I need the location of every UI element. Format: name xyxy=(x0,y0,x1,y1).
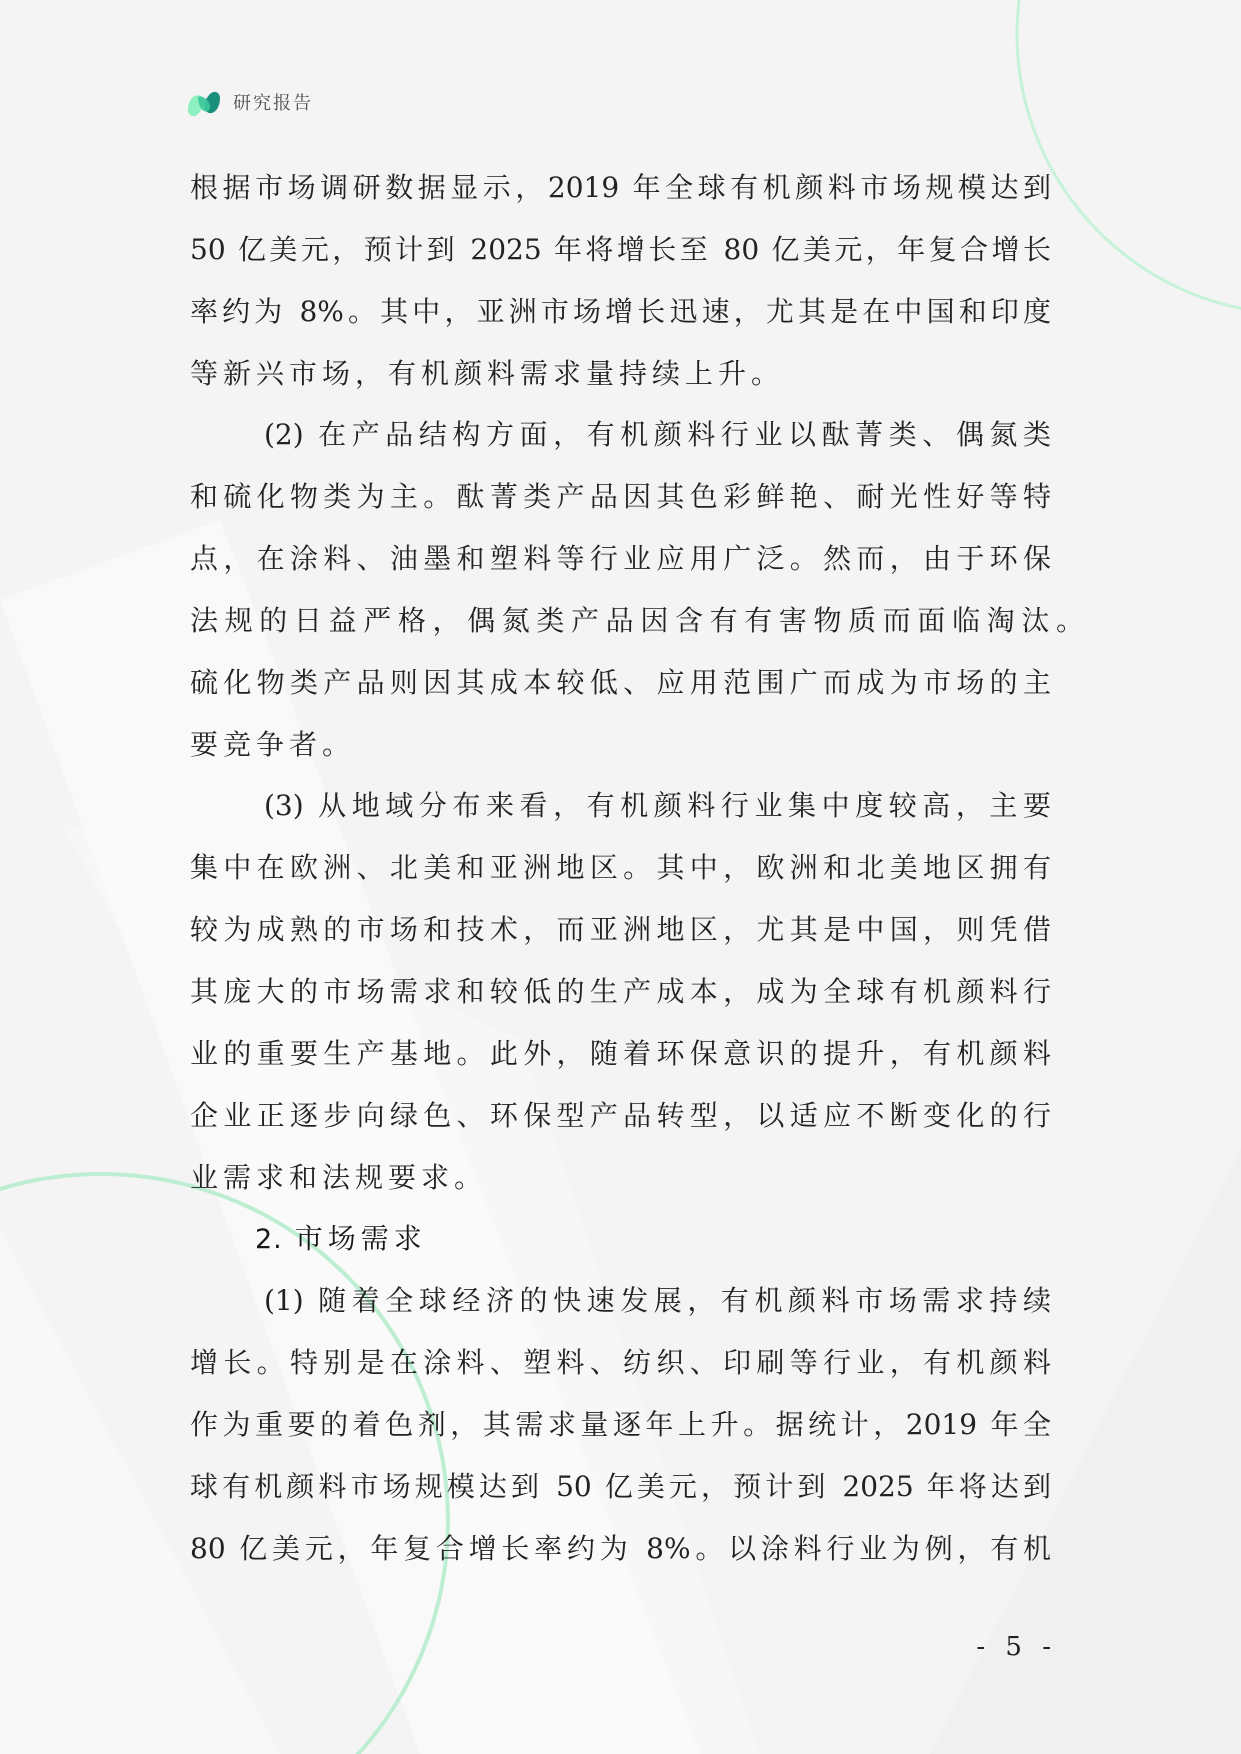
body-text xyxy=(190,157,1084,1579)
brand-logo-icon xyxy=(186,89,222,119)
section-heading xyxy=(190,1208,1051,1270)
text-line: 硫化物类产品则因其成本较低、应用范围广而成为市场的主 xyxy=(190,665,1051,699)
text-line: 法规的日益严格，偶氮类产品因含有有害物质而面临淘汰。 xyxy=(190,603,1084,637)
paragraph xyxy=(190,157,1051,404)
section-number: 2. xyxy=(255,1224,283,1256)
text-line: 要竞争者。 xyxy=(190,727,356,761)
text-line: (2) 在产品结构方面，有机颜料行业以酞菁类、偶氮类 xyxy=(264,418,1051,452)
text-line: 作为重要的着色剂，其需求量逐年上升。据统计，2019 年全 xyxy=(190,1407,1051,1441)
paragraph xyxy=(190,404,1084,775)
text-line: 集中在欧洲、北美和亚洲地区。其中，欧洲和北美地区拥有 xyxy=(190,851,1051,885)
text-line: 业的重要生产基地。此外，随着环保意识的提升，有机颜料 xyxy=(190,1036,1051,1070)
text-line: 增长。特别是在涂料、塑料、纺织、印刷等行业，有机颜料 xyxy=(190,1346,1051,1380)
text-line: 80 亿美元，年复合增长率约为 8%。以涂料行业为例，有机 xyxy=(190,1531,1051,1565)
text-line: 等新兴市场，有机颜料需求量持续上升。 xyxy=(190,356,785,390)
paragraph xyxy=(190,775,1051,1208)
report-type-label: 研究报告 xyxy=(233,93,313,114)
page-number: - 5 - xyxy=(976,1632,1057,1662)
paragraph xyxy=(190,1270,1051,1579)
report-header xyxy=(186,88,313,120)
text-line: 根据市场调研数据显示，2019 年全球有机颜料市场规模达到 xyxy=(190,171,1051,204)
text-line: 率约为 8%。其中，亚洲市场增长迅速，尤其是在中国和印度 xyxy=(190,294,1051,328)
text-line: 球有机颜料市场规模达到 50 亿美元，预计到 2025 年将达到 xyxy=(190,1469,1051,1503)
text-line: 业需求和法规要求。 xyxy=(190,1160,488,1194)
text-line: 较为成熟的市场和技术，而亚洲地区，尤其是中国，则凭借 xyxy=(190,913,1051,947)
text-line: 企业正逐步向绿色、环保型产品转型，以适应不断变化的行 xyxy=(190,1098,1051,1132)
text-line: 其庞大的市场需求和较低的生产成本，成为全球有机颜料行 xyxy=(190,974,1051,1008)
text-line: 点，在涂料、油墨和塑料等行业应用广泛。然而，由于环保 xyxy=(190,542,1051,576)
text-line: (3) 从地域分布来看，有机颜料行业集中度较高，主要 xyxy=(264,789,1051,823)
text-line: (1) 随着全球经济的快速发展，有机颜料市场需求持续 xyxy=(264,1284,1051,1318)
text-line: 和硫化物类为主。酞菁类产品因其色彩鲜艳、耐光性好等特 xyxy=(190,480,1051,514)
text-line: 50 亿美元，预计到 2025 年将增长至 80 亿美元，年复合增长 xyxy=(190,232,1051,266)
section-title: 市场需求 xyxy=(294,1222,427,1256)
